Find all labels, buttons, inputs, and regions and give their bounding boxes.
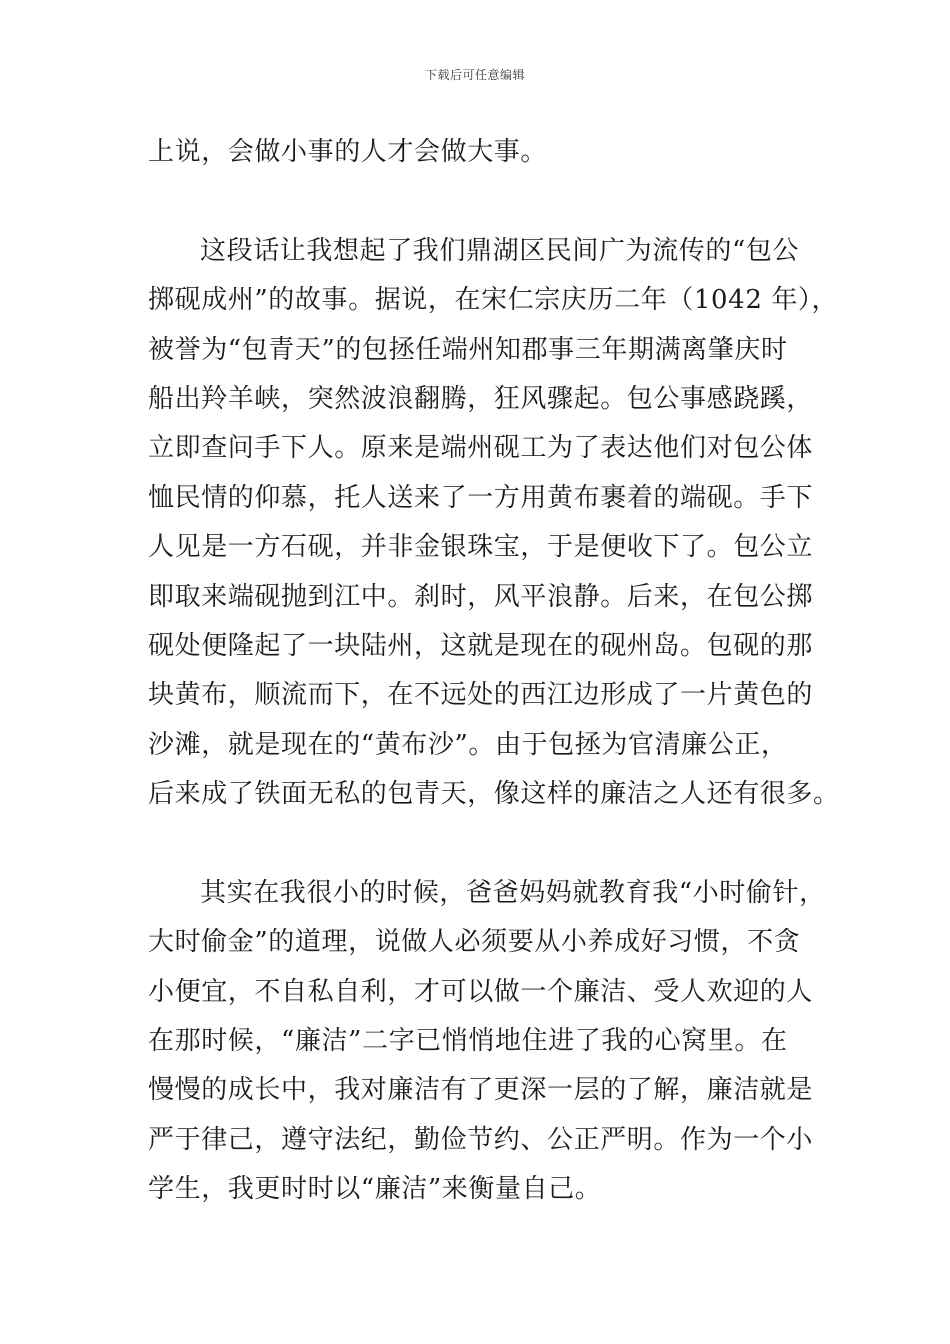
text-line: 后来成了铁面无私的包青天，像这样的廉洁之人还有很多。 [148,779,840,810]
text-line: 慢慢的成长中，我对廉洁有了更深一层的了解，廉洁就是 [148,1075,814,1106]
page-header-note: 下载后可任意编辑 [424,68,525,82]
text-line: 其实在我很小的时候，爸爸妈妈就教育我“小时偷针， [200,877,826,908]
text-line: 块黄布，顺流而下，在不远处的西江边形成了一片黄色的 [148,680,814,711]
text-line: 立即查问手下人。原来是端州砚工为了表达他们对包公体 [148,433,814,464]
text-line: 在那时候，“廉洁”二字已悄悄地住进了我的心窝里。在 [148,1026,788,1057]
text-line: 恤民情的仰慕，托人送来了一方用黄布裹着的端砚。手下 [148,482,814,513]
text-line: 即取来端砚抛到江中。刹时，风平浪静。后来，在包公掷 [148,581,814,612]
text-line: 大时偷金”的道理，说做人必须要从小养成好习惯，不贪 [148,927,801,958]
text-line: 上说，会做小事的人才会做大事。 [148,137,548,167]
text-line: 沙滩，就是现在的“黄布沙”。由于包拯为官清廉公正， [148,729,788,760]
paragraph [148,227,840,820]
text-line: 学生，我更时时以“廉洁”来衡量自己。 [148,1174,602,1205]
text-line: 掷砚成州”的故事。据说，在宋仁宗庆历二年（1042 年）， [148,285,839,316]
paragraph [148,128,808,177]
text-line: 砚处便隆起了一块陆州，这就是现在的砚州岛。包砚的那 [148,630,814,661]
text-line: 这段话让我想起了我们鼎湖区民间广为流传的“包公 [200,235,800,266]
paragraph-gap [148,177,808,226]
text-line: 被誉为“包青天”的包拯任端州知郡事三年期满离肇庆时 [148,334,788,365]
text-line: 船出羚羊峡，突然波浪翻腾，狂风骤起。包公事感跷蹊， [148,383,814,414]
text-line: 人见是一方石砚，并非金银珠宝，于是便收下了。包公立 [148,532,814,563]
text-line: 小便宜，不自私自利，才可以做一个廉洁、受人欢迎的人 [148,976,814,1007]
text-line: 严于律己，遵守法纪，勤俭节约、公正严明。作为一个小 [148,1124,814,1155]
paragraph-gap [148,819,808,868]
paragraph [148,869,826,1215]
document-body [148,128,840,1215]
